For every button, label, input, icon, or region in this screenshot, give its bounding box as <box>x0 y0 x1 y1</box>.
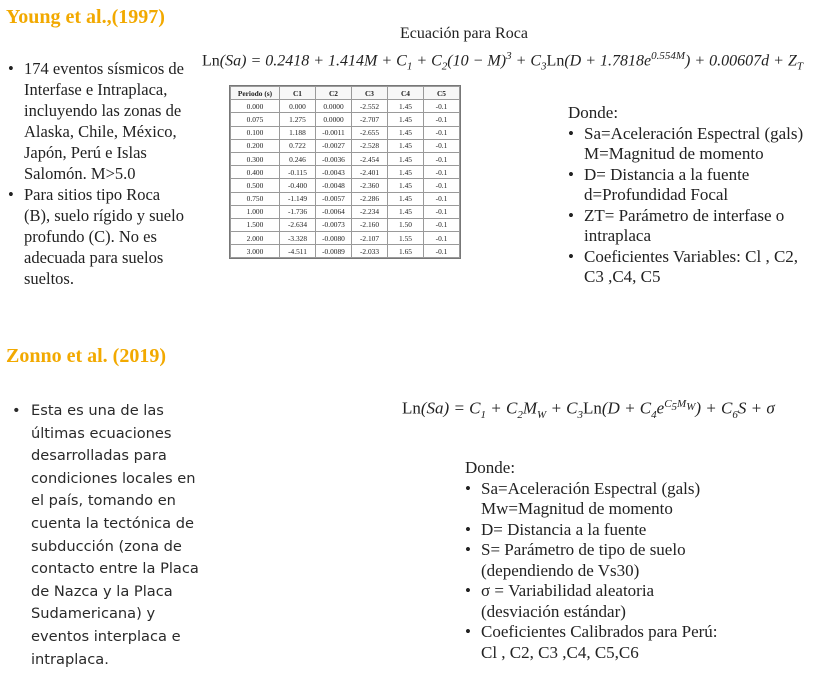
table-cell: 0.750 <box>231 192 280 205</box>
table-cell: 1.45 <box>388 192 424 205</box>
table-row <box>231 245 460 258</box>
table-cell: -0.1 <box>424 139 460 152</box>
section-title-young: Young et al.,(1997) <box>6 6 165 28</box>
table-cell: -0.0027 <box>316 139 352 152</box>
table-cell: 1.45 <box>388 100 424 113</box>
list-item-line: • ZT= Parámetro de interfase o <box>584 205 785 225</box>
list-item-line: intraplaca. <box>31 650 109 668</box>
young-bullet-list <box>6 58 188 289</box>
list-item-line: Mw=Magnitud de momento <box>481 499 673 518</box>
list-item-line: • σ = Variabilidad aleatoria <box>481 581 655 600</box>
table-cell: -2.707 <box>352 113 388 126</box>
table-cell: 1.188 <box>280 126 316 139</box>
table-cell: 3.000 <box>231 245 280 258</box>
table-cell: -2.528 <box>352 139 388 152</box>
table-row <box>231 126 460 139</box>
table-cell: 1.45 <box>388 179 424 192</box>
table-cell: 0.400 <box>231 166 280 179</box>
table-cell: -2.160 <box>352 218 388 231</box>
table-cell: 1.45 <box>388 166 424 179</box>
table-cell: -2.286 <box>352 192 388 205</box>
table-cell: -2.634 <box>280 218 316 231</box>
col-header: C1 <box>280 87 316 100</box>
table-cell: 1.45 <box>388 205 424 218</box>
list-item-line: • Esta es una de las <box>31 402 164 419</box>
list-item-line: intraplaca <box>584 226 652 245</box>
table-row <box>231 179 460 192</box>
table-cell: 1.45 <box>388 152 424 165</box>
table-cell: 0.300 <box>231 152 280 165</box>
table-cell: 0.200 <box>231 139 280 152</box>
table-cell: -2.552 <box>352 100 388 113</box>
list-item-line: • Sa=Aceleración Espectral (gals) <box>481 478 701 498</box>
list-item <box>463 540 803 581</box>
table-cell: 0.500 <box>231 179 280 192</box>
list-item: • Para sitios tipo Roca (B), suelo rígido y suelo profundo (C). No es adecuada para suelos sueltos. <box>6 184 188 289</box>
table-cell: 0.000 <box>231 100 280 113</box>
list-item <box>463 581 803 622</box>
donde-label: Donde: <box>568 103 619 122</box>
list-item <box>566 124 831 165</box>
table-row <box>231 192 460 205</box>
table-row <box>231 232 460 245</box>
list-item <box>566 206 831 247</box>
list-item-line: subducción (zona de <box>31 537 182 555</box>
table-cell: -0.0043 <box>316 166 352 179</box>
young-donde <box>566 103 831 288</box>
table-cell: -0.1 <box>424 100 460 113</box>
list-item-line: M=Magnitud de momento <box>584 144 764 163</box>
list-item-line: de Nazca y la Placa <box>31 582 173 600</box>
zonno-donde <box>463 458 803 663</box>
table-row <box>231 166 460 179</box>
table-cell: -0.0064 <box>316 205 352 218</box>
zonno-equation: $Ln(Sa) = C_1 + C_2M_W + C_3Ln(D + C_4e^{C_5M_W}) + C_6S + \sigma$ <box>402 398 775 422</box>
table-cell: -0.115 <box>280 166 316 179</box>
table-cell: -2.655 <box>352 126 388 139</box>
table-cell: -0.0048 <box>316 179 352 192</box>
table-cell: -0.0011 <box>316 126 352 139</box>
list-item-line: Cl , C2, C3 ,C4, C5,C6 <box>481 642 639 662</box>
table-cell: -2.360 <box>352 179 388 192</box>
col-header: C5 <box>424 87 460 100</box>
list-item <box>6 400 241 671</box>
table-row <box>231 100 460 113</box>
table-cell: 1.500 <box>231 218 280 231</box>
table-cell: -0.1 <box>424 179 460 192</box>
list-item <box>566 247 831 288</box>
section-title-zonno: Zonno et al. (2019) <box>6 345 166 367</box>
list-item-line: • D= Distancia a la fuente <box>481 519 647 539</box>
table-cell: -0.0073 <box>316 218 352 231</box>
zonno-bullet-list <box>6 400 241 671</box>
list-item: • 174 eventos sísmicos de Interfase e Intraplaca, incluyendo las zonas de Alaska, Chile, México, Japón, Perú e Islas Salomón. M>5.0 <box>6 58 188 184</box>
table-cell: -0.1 <box>424 245 460 258</box>
table-cell: -0.1 <box>424 192 460 205</box>
table-header-row <box>231 87 460 100</box>
table-cell: 0.075 <box>231 113 280 126</box>
table-cell: 1.55 <box>388 232 424 245</box>
table-cell: -2.454 <box>352 152 388 165</box>
table-cell: 0.722 <box>280 139 316 152</box>
list-item-line: • S= Parámetro de tipo de suelo <box>481 540 686 559</box>
table-cell: -0.1 <box>424 126 460 139</box>
young-equation: $Ln(Sa) = 0.2418 + 1.414M + C_1 + C_2(10 - M)^3 + C_3Ln(D + 1.7818e^{0.554M}) + 0.00607d + Z_T$ <box>202 50 803 73</box>
col-header: Periodo (s) <box>231 87 280 100</box>
table-cell: 0.000 <box>280 100 316 113</box>
table-cell: -0.1 <box>424 232 460 245</box>
list-item-line: cuenta la tectónica de <box>31 514 194 532</box>
table-cell: -1.736 <box>280 205 316 218</box>
equation-title: Ecuación para Roca <box>400 25 528 42</box>
list-item <box>463 520 803 541</box>
coefficient-table <box>229 85 461 259</box>
table-cell: -0.1 <box>424 113 460 126</box>
col-header: C4 <box>388 87 424 100</box>
table-cell: -0.0089 <box>316 245 352 258</box>
list-item-line: el país, tomando en <box>31 492 176 510</box>
list-item-line: (dependiendo de Vs30) <box>481 560 640 580</box>
table-cell: 2.000 <box>231 232 280 245</box>
table-cell: -2.107 <box>352 232 388 245</box>
list-item-line: • D= Distancia a la fuente <box>584 164 750 184</box>
table-cell: -4.511 <box>280 245 316 258</box>
table-row <box>231 205 460 218</box>
table-cell: -1.149 <box>280 192 316 205</box>
list-item-line: • Coeficientes Variables: Cl , C2, <box>584 246 799 266</box>
table-cell: -2.401 <box>352 166 388 179</box>
table-cell: -0.1 <box>424 205 460 218</box>
list-item <box>463 622 803 663</box>
table-cell: -0.0057 <box>316 192 352 205</box>
list-item-line: (desviación estándar) <box>481 601 626 621</box>
list-item <box>463 479 803 520</box>
table-row <box>231 152 460 165</box>
table-cell: 0.246 <box>280 152 316 165</box>
col-header: C3 <box>352 87 388 100</box>
table-cell: 1.45 <box>388 113 424 126</box>
list-item-line: d=Profundidad Focal <box>584 185 729 204</box>
table-cell: -2.033 <box>352 245 388 258</box>
table-cell: 1.275 <box>280 113 316 126</box>
donde-label: Donde: <box>465 458 516 477</box>
table-row <box>231 113 460 126</box>
list-item-line: desarrolladas para <box>31 447 167 465</box>
list-item-line: condiciones locales en <box>31 469 196 487</box>
list-item <box>566 165 831 206</box>
table-row <box>231 139 460 152</box>
table-cell: -3.328 <box>280 232 316 245</box>
table-row <box>231 218 460 231</box>
list-item-line: contacto entre la Placa <box>31 560 199 578</box>
table-cell: -0.0080 <box>316 232 352 245</box>
list-item-line: C3 ,C4, C5 <box>584 267 661 286</box>
list-item-line: • Coeficientes Calibrados para Perú: <box>481 622 718 641</box>
list-item-line: • Sa=Aceleración Espectral (gals) <box>584 123 804 143</box>
table-cell: -0.400 <box>280 179 316 192</box>
table-cell: 1.50 <box>388 218 424 231</box>
list-item-line: Sudamericana) y <box>31 605 156 623</box>
table-cell: -0.0036 <box>316 152 352 165</box>
table-cell: 1.45 <box>388 126 424 139</box>
table-cell: 1.45 <box>388 139 424 152</box>
list-item-line: últimas ecuaciones <box>31 424 172 442</box>
table-cell: 0.100 <box>231 126 280 139</box>
table-cell: 0.0000 <box>316 113 352 126</box>
table-cell: -0.1 <box>424 166 460 179</box>
list-item-line: eventos interplaca e <box>31 627 181 645</box>
col-header: C2 <box>316 87 352 100</box>
table-cell: -0.1 <box>424 218 460 231</box>
table-cell: -0.1 <box>424 152 460 165</box>
table-cell: -2.234 <box>352 205 388 218</box>
table-cell: 1.65 <box>388 245 424 258</box>
table-cell: 1.000 <box>231 205 280 218</box>
table-cell: 0.0000 <box>316 100 352 113</box>
